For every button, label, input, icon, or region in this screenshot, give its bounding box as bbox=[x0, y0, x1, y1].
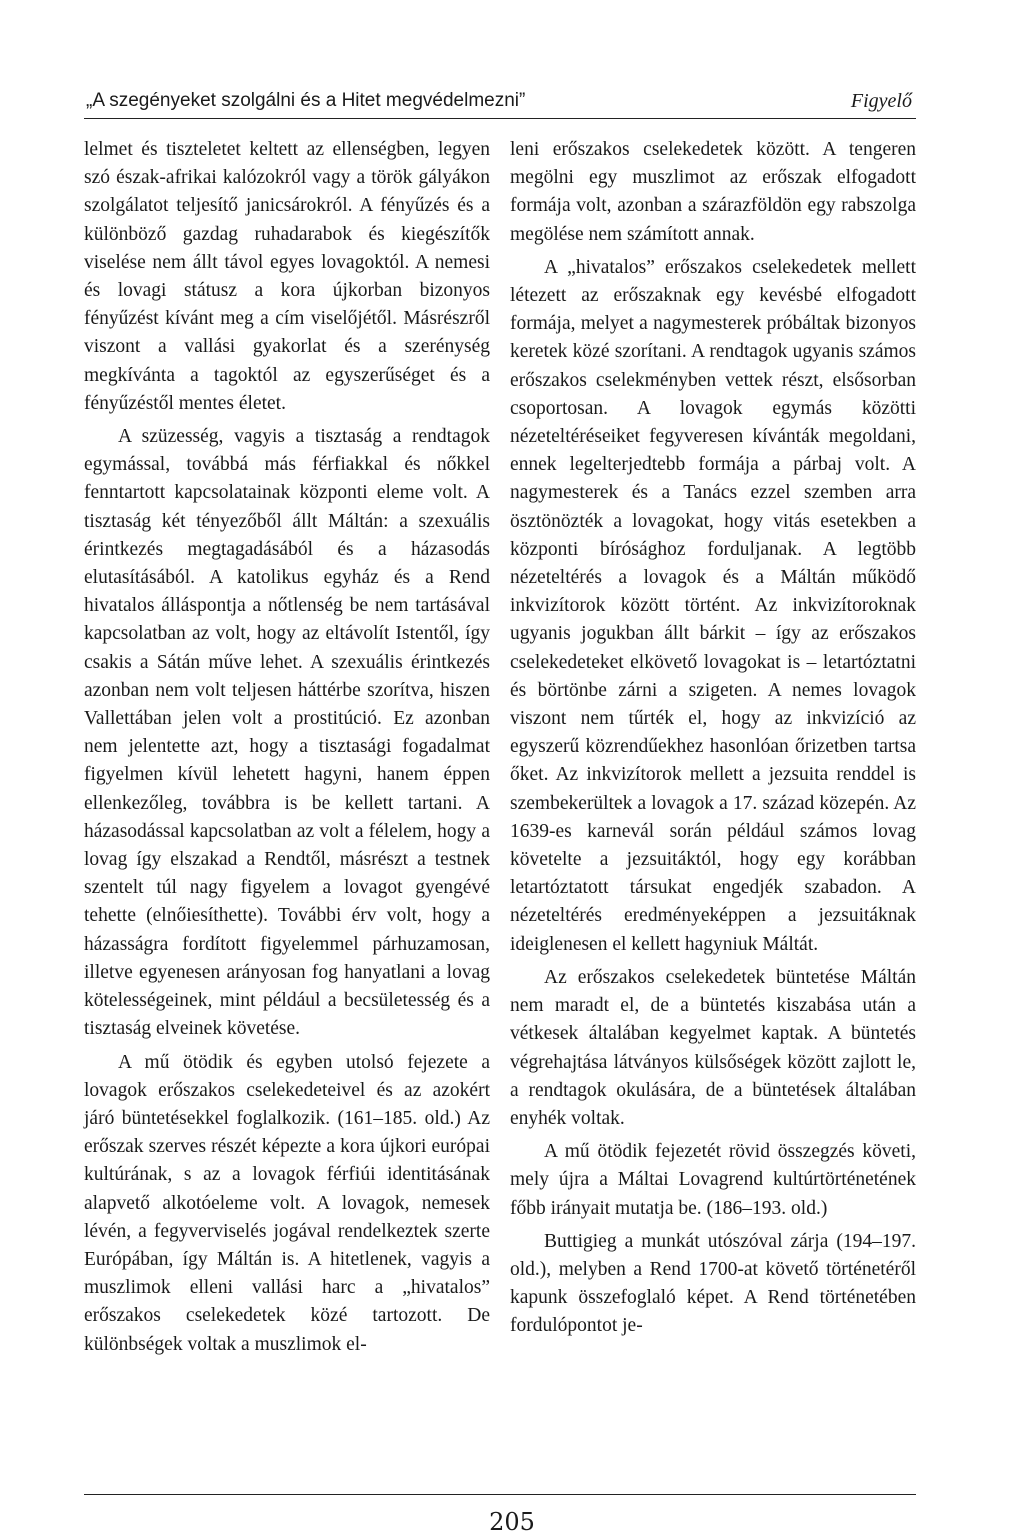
right-column bbox=[510, 136, 916, 1346]
left-column bbox=[84, 136, 490, 1364]
paragraph: Az erőszakos cselekedetek büntetése Máltán nem maradt el, de a büntetés kiszabása után a vétkesek általában kegyelmet kaptak. A büntetés végrehajtása látványos külsőségek között zajlott le, a rendtagok okulására, de a büntetések általában enyhék voltak. bbox=[510, 966, 916, 1129]
page-number: 205 bbox=[489, 1508, 535, 1536]
section-name: Figyelő bbox=[850, 90, 912, 112]
paragraph: A szüzesség, vagyis a tisztaság a rendtagok egymással, továbbá más férfiakkal és nőkkel fenntartott kapcsolatainak központi eleme volt. A tisztaság két tényezőből állt Máltán: a szexuális érintkezés megtagadásából és a házasodás elutasításából. A katolikus egyház és a Rend hivatalos álláspontja a nőtlenség be nem tartásával kapcsolatban az volt, hogy az eltávolít Istentől, így csakis a Sátán műve lehet. A szexuális érintkezés azonban nem volt teljesen háttérbe szorítva, hiszen Vallettában jelen volt a prostitúció. Ez azonban nem jelentette azt, hogy a tisztasági fogadalmat figyelmen kívül lehetett hagyni, hanem éppen ellenkezőleg, továbbra is be kellett tartani. A házasodással kapcsolatban az volt a félelem, hogy a lovag így elszakad a Rendtől, másrészt a testnek szentelt túl nagy figyelem a lovagot gyengévé tehette (elnőiesíthette). További érv volt, hogy a házasságra fordított figyelemmel párhuzamosan, illetve egyenesen arányosan fog hanyatlani a lovag kötelességeinek, mint például a becsületesség és a tisztaság elveinek követése. bbox=[84, 426, 490, 1040]
paragraph: A mű ötödik és egyben utolsó fejezete a lovagok erőszakos cselekedeteivel és az azokért járó büntetésekkel foglalkozik. (161–185. old.) Az erőszak szerves részét képezte a kora újkori európai kultúrának, s az a lovagok férfiúi identitásának alapvető alkotóeleme volt. A lovagok, nemesek lévén, a fegyverviselés jogával rendelkeztek szerte Európában, így Máltán is. A hitetlenek, vagyis a muszlimok elleni vallási harc a „hivatalos” erőszakos cselekedetek közé tartozott. De különbségek voltak a muszlimok el- bbox=[84, 1051, 490, 1355]
running-title: „A szegényeket szolgálni és a Hitet megvédelmezni” bbox=[86, 90, 526, 111]
paragraph: lelmet és tiszteletet keltett az ellenségben, legyen szó észak-afrikai kalózokról vagy a török gályákon szolgálatot teljesítő janicsárokról. A fényűzés és a különböző gazdag ruhadarabok és kiegészítők viselése nem állt távol egyes lovagoktól. A nemesi és lovagi státusz a kora újkorban bizonyos fényűzést kívánt meg a cím viselőjétől. Másrészről viszont a vallási gyakorlat és a szerénység megkívánta a tagoktól az egyszerűséget és a fényűzéstől mentes életet. bbox=[84, 139, 490, 414]
running-header bbox=[84, 88, 916, 119]
paragraph: leni erőszakos cselekedetek között. A tengeren megölni egy muszlimot az erőszak elfogadott formája volt, azonban a szárazföldön egy rabszolga megölése nem számított annak. bbox=[510, 139, 916, 245]
footer-divider bbox=[84, 1494, 916, 1495]
paragraph: A mű ötödik fejezetét rövid összegzés követi, mely újra a Máltai Lovagrend kultúrtörténetének főbb irányait mutatja be. (186–193. old.) bbox=[510, 1141, 916, 1219]
paragraph: A „hivatalos” erőszakos cselekedetek mellett létezett az erőszaknak egy kevésbé elfogadott formája, melyet a nagymesterek próbáltak bizonyos keretek közé szorítani. A rendtagok ugyanis számos erőszakos cselekményben vettek részt, elsősorban csoportosan. A lovagok egymás közötti nézeteltéréseiket fegyveresen kívánták megoldani, ennek legelterjedtebb formája a párbaj volt. A nagymesterek és a Tanács ezzel szemben arra ösztönözték a lovagokat, hogy vitás esetekben a központi bírósághoz forduljanak. A legtöbb nézeteltérés a lovagok és a Máltán működő inkvizítorok között történt. Az inkvizítoroknak ugyanis jogukban állt bárkit – így az erőszakos cselekedeteket elkövető lovagokat is – letartóztatni és börtönbe zárni a szigeten. A nemes lovagok viszont nem tűrték el, hogy az inkvizíció az egyszerű közrendűekhez hasonlóan őrizetben tartsa őket. Az inkvizítorok mellett a jezsuita renddel is szembekerültek a lovagok a 17. század közepén. Az 1639-es karnevál során például számos lovag követelte a jezsuitáktól, hogy egy korábban letartóztatott társukat engedjék szabadon. A nézeteltérés eredményeképpen a jezsuitáknak ideiglenesen el kellett hagyniuk Máltát. bbox=[510, 256, 916, 955]
paragraph: Buttigieg a munkát utószóval zárja (194–197. old.), melyben a Rend 1700-at követő történetéről kapunk összefoglaló képet. A Rend történetében fordulópontot je- bbox=[510, 1230, 916, 1337]
